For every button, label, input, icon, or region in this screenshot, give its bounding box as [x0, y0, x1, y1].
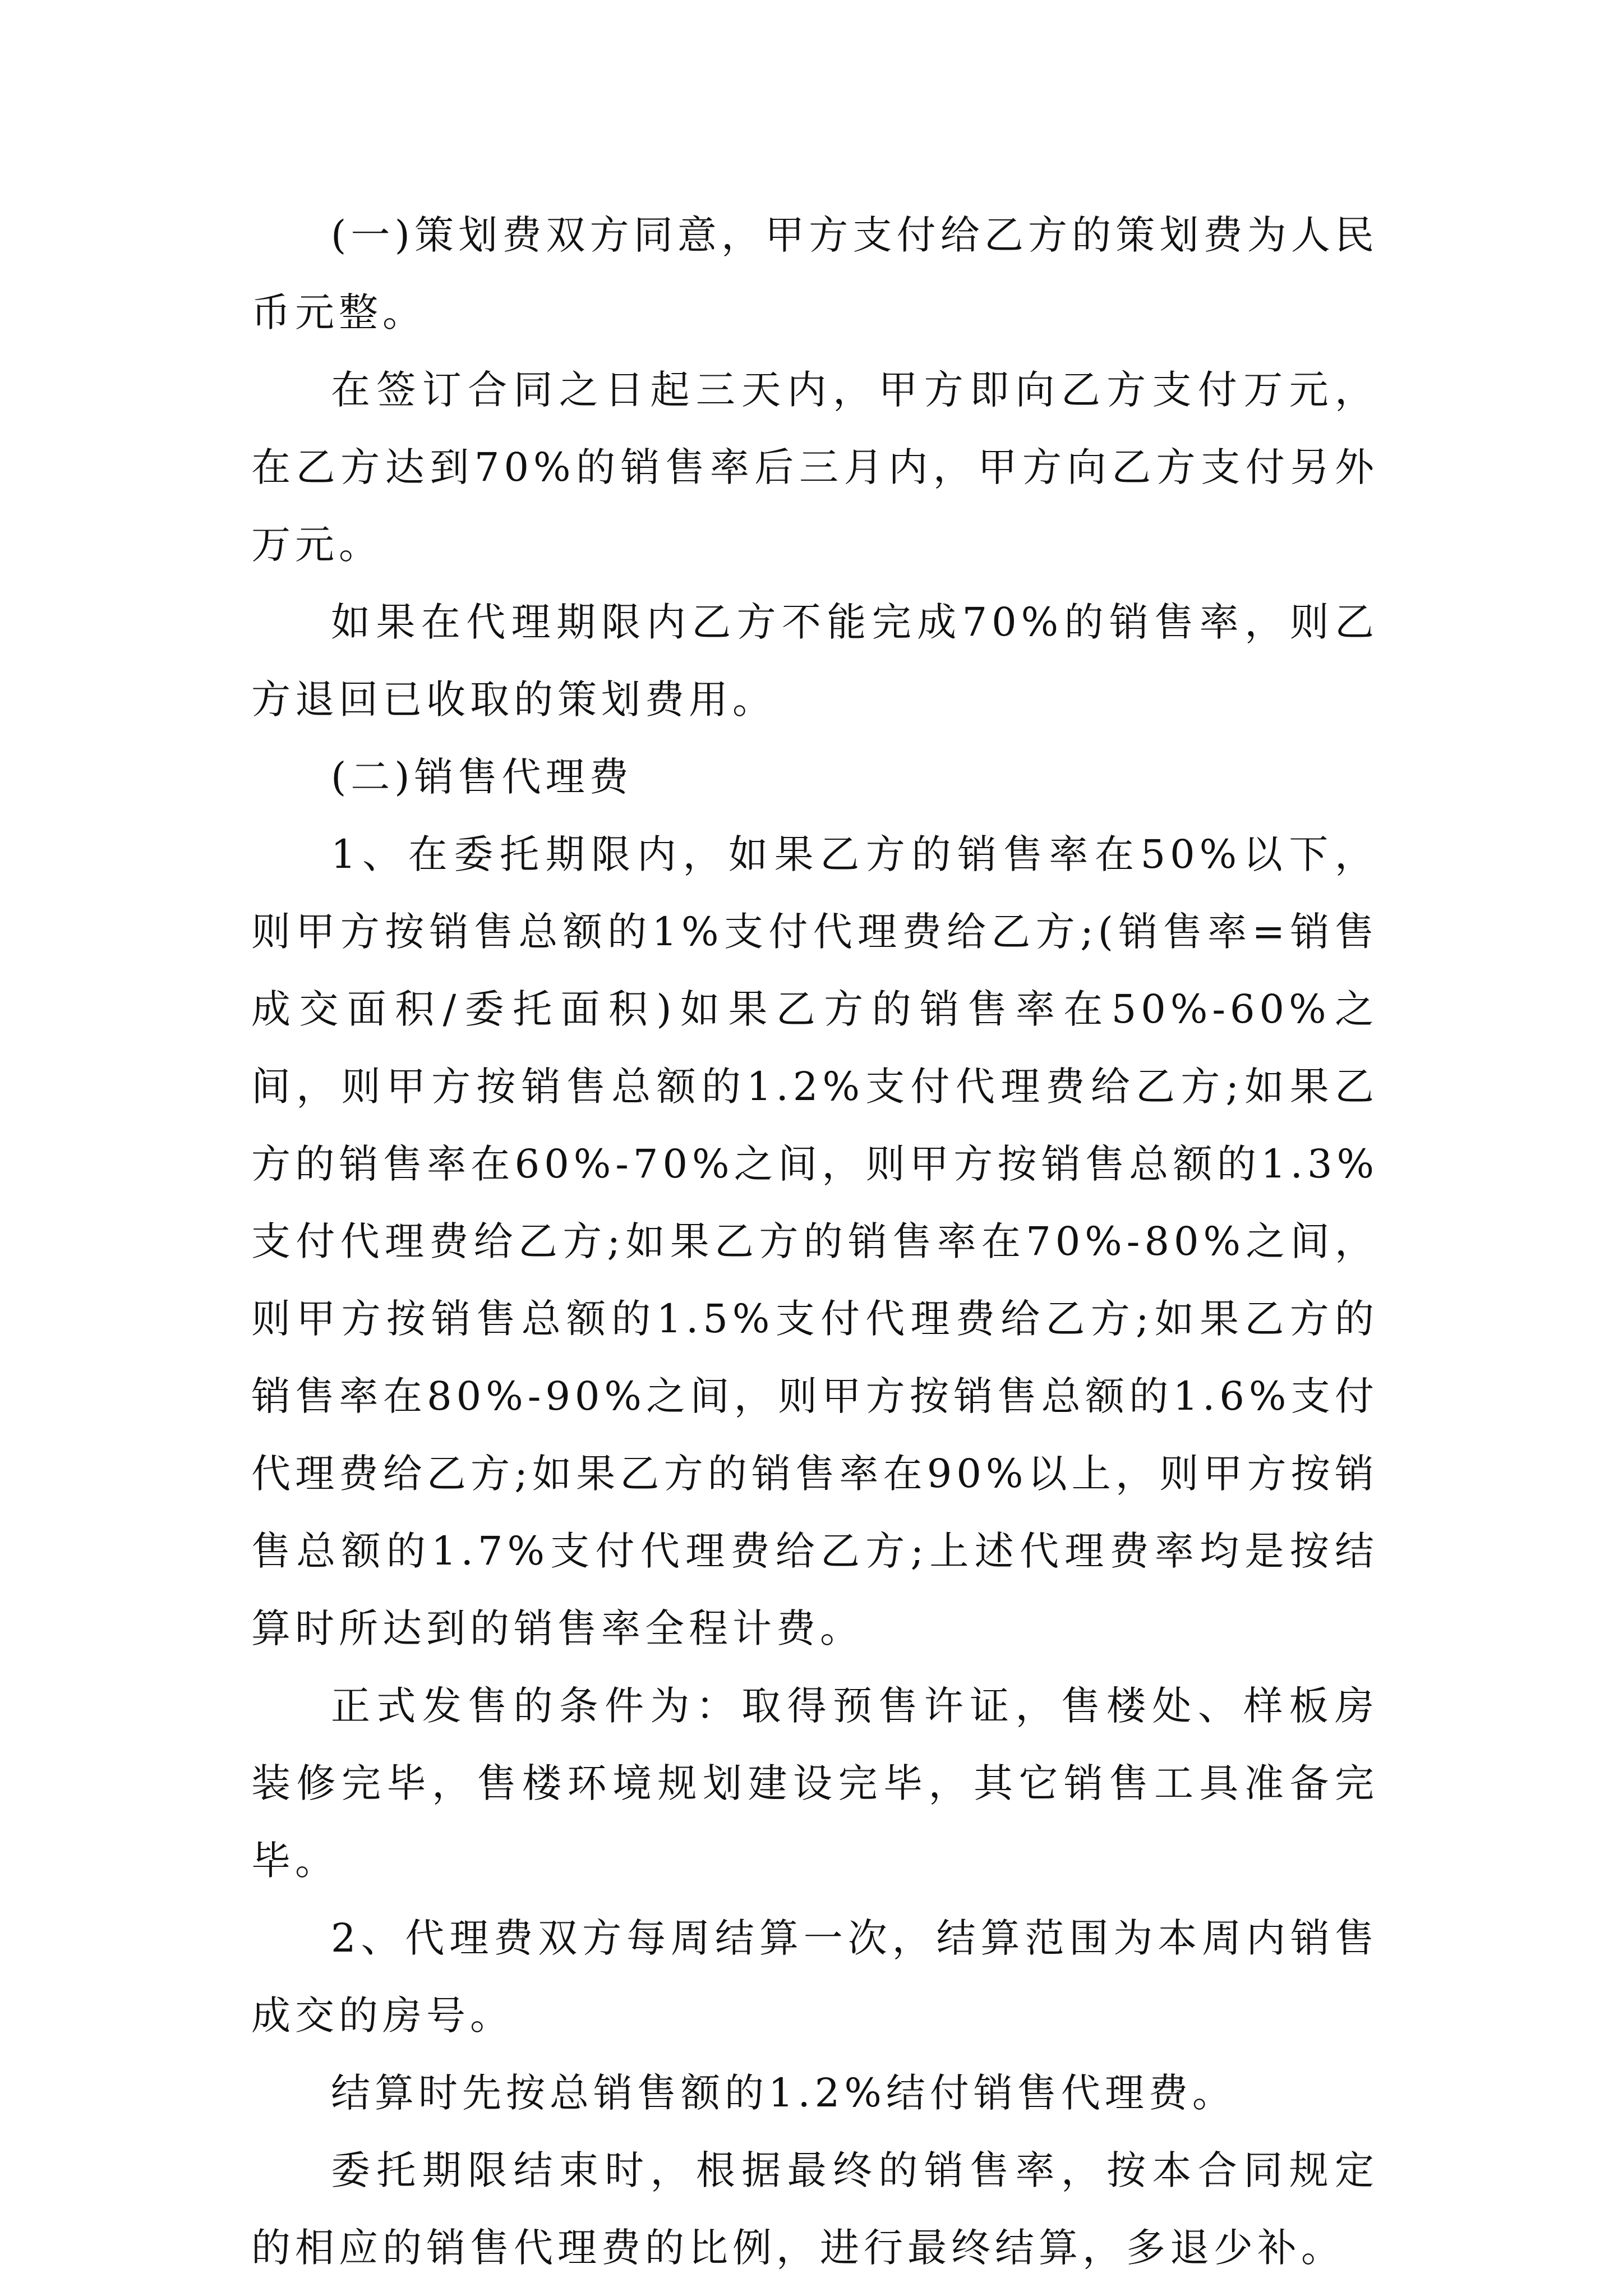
paragraph-weekly-settlement: 2、代理费双方每周结算一次，结算范围为本周内销售成交的房号。	[251, 1915, 1378, 2039]
paragraph-final-settlement: 委托期限结束时，根据最终的销售率，按本合同规定的相应的销售代理费的比例，进行最终结算，多退少补。	[251, 2147, 1378, 2271]
paragraph-planning-fee: (一)策划费双方同意，甲方支付给乙方的策划费为人民币元整。	[251, 212, 1378, 335]
paragraph-commission-rates: 1、在委托期限内，如果乙方的销售率在50%以下，则甲方按销售总额的1%支付代理费给乙方;(销售率=销售成交面积/委托面积)如果乙方的销售率在50%-60%之间，则甲方按销售总额的1.2%支付代理费给乙方;如果乙方的销售率在60%-70%之间，则甲方按销售总额的1.3%支付代理费给乙方;如果乙方的销售率在70%-80%之间，则甲方按销售总额的1.5%支付代理费给乙方;如果乙方的销售率在80%-90%之间，则甲方按销售总额的1.6%支付代理费给乙方;如果乙方的销售率在90%以上，则甲方按销售总额的1.7%支付代理费给乙方;上述代理费率均是按结算时所达到的销售率全程计费。	[251, 831, 1378, 1651]
paragraph-sale-conditions: 正式发售的条件为：取得预售许证，售楼处、样板房装修完毕，售楼环境规划建设完毕，其它销售工具准备完毕。	[251, 1683, 1378, 1884]
paragraph-initial-rate: 结算时先按总销售额的1.2%结付销售代理费。	[331, 2070, 1236, 2116]
paragraph-payment-schedule: 在签订合同之日起三天内，甲方即向乙方支付万元，在乙方达到70%的销售率后三月内，甲方向乙方支付另外万元。	[251, 367, 1378, 568]
paragraph-refund-clause: 如果在代理期限内乙方不能完成70%的销售率，则乙方退回已收取的策划费用。	[251, 599, 1378, 723]
contract-body	[251, 196, 1378, 2286]
paragraph-section-heading: (二)销售代理费	[331, 754, 633, 800]
